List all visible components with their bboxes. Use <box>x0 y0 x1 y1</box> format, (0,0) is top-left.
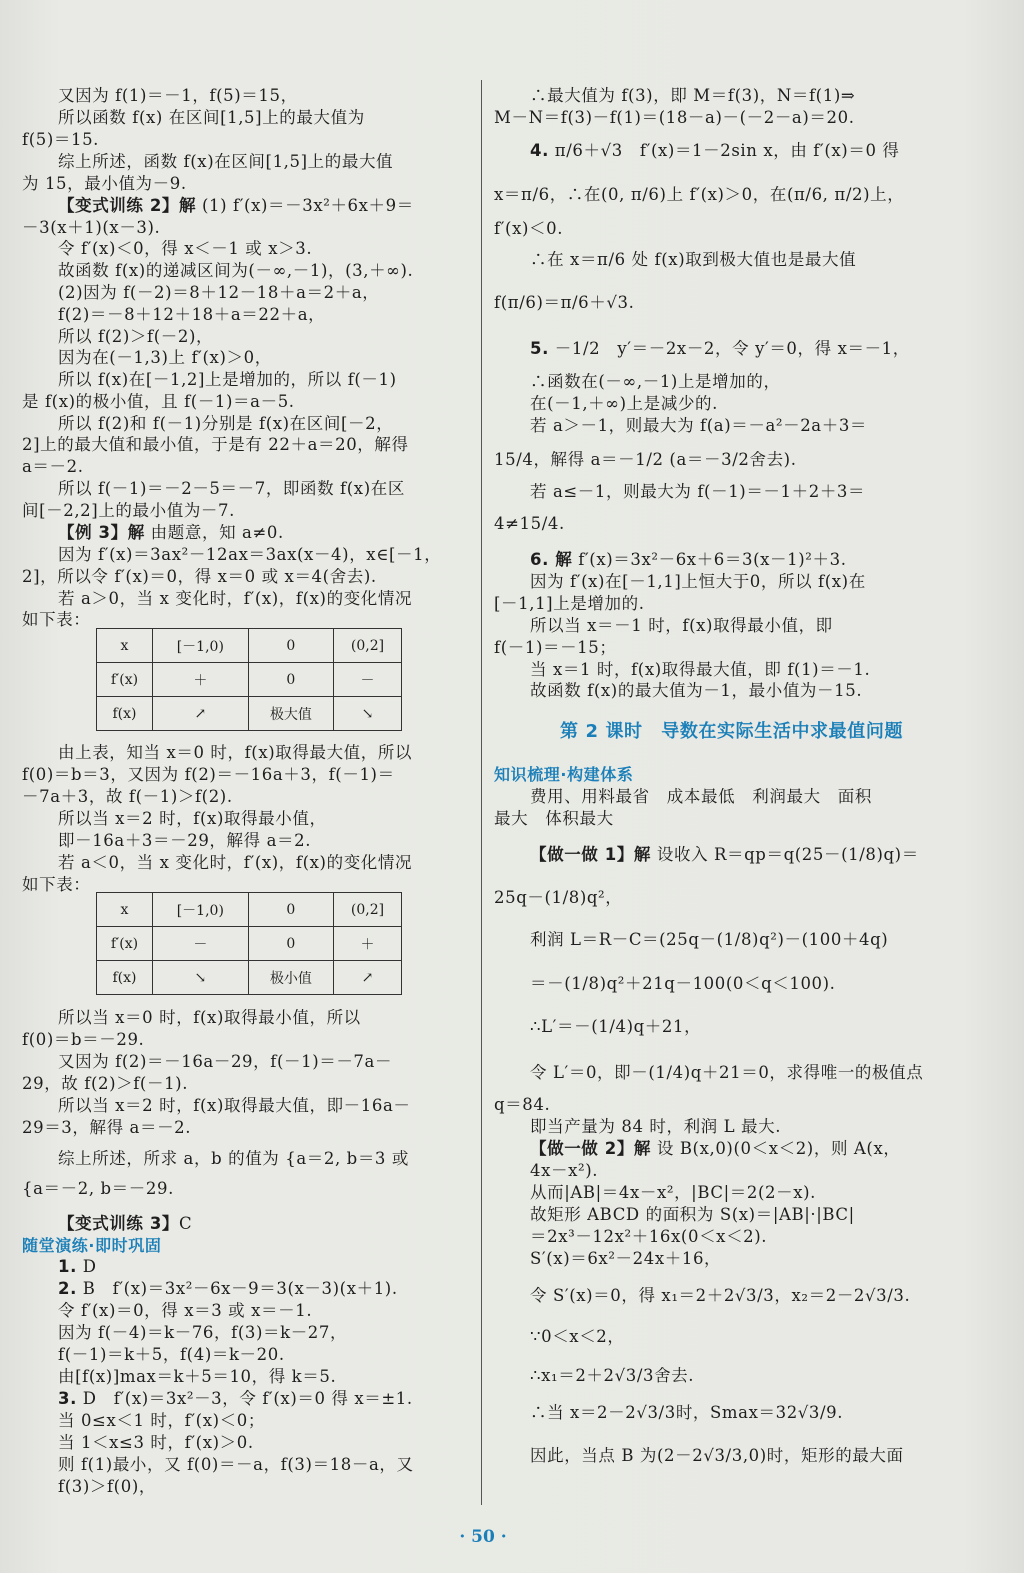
line-text: 若 a＞－1，则最大为 f(a)＝－a²－2a＋3＝ <box>530 416 868 435</box>
line-text: 所以 f(2)＞f(－2)， <box>58 327 214 346</box>
text-line <box>22 501 235 521</box>
line-text: f(5)＝15. <box>22 130 100 149</box>
text-line <box>530 394 718 414</box>
text-line <box>530 1063 923 1083</box>
text-line <box>22 392 295 412</box>
line-text: ∴函数在(－∞,－1)上是增加的， <box>530 372 781 391</box>
line-text: C <box>179 1214 193 1233</box>
line-text: ∴当 x＝2－2√3/3时，Smax＝32√3/9. <box>530 1403 844 1422</box>
line-text: 又因为 f(1)＝－1，f(5)＝15， <box>58 86 298 105</box>
line-text: 综上所述，所求 a，b 的值为 {a＝2, b＝3 或 <box>58 1149 409 1168</box>
text-line <box>494 594 645 614</box>
text-line <box>530 1366 694 1386</box>
table-cell: ＋ <box>152 663 248 697</box>
text-line <box>58 1477 156 1497</box>
text-line <box>58 1301 312 1321</box>
text-line <box>58 1257 97 1277</box>
line-text: 为 15，最小值为－9. <box>22 174 187 193</box>
line-text: 若 a≤－1，则最大为 f(－1)＝－1＋2＋3＝ <box>530 482 866 501</box>
text-line <box>530 787 872 807</box>
line-text: 故函数 f(x)的最大值为－1，最小值为－15. <box>530 681 863 700</box>
line-text: D f′(x)＝3x²－3，令 f′(x)＝0 得 x＝±1. <box>76 1389 413 1408</box>
line-text: 15/4，解得 a＝－1/2 (a＝－3/2舍去). <box>494 450 797 469</box>
line-text: f′(x)＝3x²－6x＋6＝3(x－1)²＋3. <box>572 550 847 569</box>
line-text: －1/2 y′＝－2x－2，令 y′＝0，得 x＝－1， <box>548 339 910 358</box>
text-line <box>58 743 412 763</box>
text-line <box>58 853 412 873</box>
text-line <box>22 765 395 785</box>
text-line <box>58 589 412 609</box>
table-cell: x <box>97 629 153 663</box>
table-row <box>97 893 402 927</box>
item-label: 【变式训练 2】解 <box>58 196 197 215</box>
line-text: 由[f(x)]max＝k＋5＝10，得 k＝5. <box>58 1367 337 1386</box>
text-line <box>58 261 413 281</box>
line-text: D <box>76 1257 97 1276</box>
table-row <box>97 663 402 697</box>
line-text: ∴L′＝－(1/4)q＋21， <box>530 1017 702 1036</box>
table-row <box>97 697 402 731</box>
text-line <box>22 1074 188 1094</box>
text-line <box>58 1214 192 1234</box>
line-text: f(0)＝b＝3，又因为 f(2)＝－16a＋3，f(－1)＝ <box>22 765 395 784</box>
text-line <box>58 1008 361 1028</box>
line-text: 随堂演练·即时巩固 <box>22 1236 162 1255</box>
text-line <box>58 1096 411 1116</box>
text-line <box>530 482 865 502</box>
text-line <box>494 1095 550 1115</box>
line-text: S′(x)＝6x²－24x＋16， <box>530 1249 722 1268</box>
text-line <box>58 545 441 565</box>
line-text: f(－1)＝－15； <box>494 638 617 657</box>
text-line <box>530 616 833 636</box>
item-label: 3. <box>58 1389 77 1408</box>
line-text: f(3)＞f(0)， <box>58 1477 156 1496</box>
item-label: 【变式训练 3】 <box>58 1214 180 1233</box>
line-text: 令 f′(x)＝0，得 x＝3 或 x＝－1. <box>58 1301 313 1320</box>
line-text: a＝－2. <box>22 457 84 476</box>
text-line <box>58 414 393 434</box>
text-line <box>530 930 888 950</box>
line-text: 利润 L＝R－C＝(25q－(1/8)q²)－(100＋4q) <box>530 930 889 949</box>
text-line <box>530 1161 598 1181</box>
text-line <box>58 1323 347 1343</box>
variation-table-a-negative <box>96 892 402 995</box>
text-line <box>22 875 90 895</box>
table-cell: ↗ <box>152 697 248 731</box>
text-line <box>22 787 233 807</box>
text-line <box>58 831 311 851</box>
line-text: 若 a＜0，当 x 变化时，f′(x)，f(x)的变化情况 <box>58 853 413 872</box>
table-cell: f′(x) <box>97 927 153 961</box>
line-text: 从而|AB|＝4x－x²，|BC|＝2(2－x). <box>530 1183 816 1202</box>
text-line <box>530 416 867 436</box>
table-cell: (0,2] <box>334 629 402 663</box>
text-line <box>58 1455 414 1475</box>
table-cell: (0,2] <box>334 893 402 927</box>
page-number: · 50 · <box>459 1527 507 1547</box>
text-line <box>22 567 377 587</box>
table-cell: ↘ <box>334 697 402 731</box>
line-text: π/6＋√3 f′(x)＝1－2sin x，由 f′(x)＝0 得 <box>548 141 900 160</box>
line-text: 29，故 f(2)＞f(－1). <box>22 1074 189 1093</box>
text-line <box>530 250 856 270</box>
text-line <box>58 1149 409 1169</box>
item-label: 2. <box>58 1279 77 1298</box>
line-text: f(0)＝b＝－29. <box>22 1030 145 1049</box>
line-text: 所以 f(－1)＝－2－5＝－7，即函数 f(x)在区 <box>58 479 405 498</box>
line-text: 所以当 x＝2 时，f(x)取得最大值，即－16a－ <box>58 1096 411 1115</box>
text-line <box>58 1389 413 1409</box>
line-text: 知识梳理·构建体系 <box>494 765 634 784</box>
text-line <box>22 1179 174 1199</box>
text-line <box>58 1433 254 1453</box>
table-cell: 极小值 <box>248 961 333 995</box>
line-text: 由题意，知 a≠0. <box>144 523 284 542</box>
text-line <box>494 888 622 908</box>
line-text: ∵0＜x＜2， <box>530 1327 625 1346</box>
text-line <box>530 572 866 592</box>
section-heading <box>560 722 903 742</box>
line-text: [－1,1]上是增加的. <box>494 594 645 613</box>
text-line <box>58 327 213 347</box>
table-cell: － <box>152 927 248 961</box>
item-label: 【做一做 2】解 <box>530 1139 652 1158</box>
line-text: M－N＝f(3)－f(1)＝(18－a)－(－2－a)＝20. <box>494 108 855 127</box>
line-text: ＝－(1/8)q²＋21q－100(0＜q＜100). <box>530 974 836 993</box>
text-line <box>58 239 312 259</box>
text-line <box>58 283 379 303</box>
table-cell: f′(x) <box>97 663 153 697</box>
line-text: 是 f(x)的极小值，且 f(－1)＝a－5. <box>22 392 295 411</box>
table-row <box>97 629 402 663</box>
text-line <box>530 1227 767 1247</box>
line-text: 又因为 f(2)＝－16a－29，f(－1)＝－7a－ <box>58 1052 393 1071</box>
text-line <box>530 141 899 161</box>
text-line <box>530 1403 843 1423</box>
text-line <box>58 523 284 543</box>
text-line <box>22 174 187 194</box>
line-text: 所以当 x＝－1 时，f(x)取得最小值，即 <box>530 616 833 635</box>
line-text: f(π/6)＝π/6＋√3. <box>494 293 635 312</box>
line-text: {a＝－2, b＝－29. <box>22 1179 174 1198</box>
line-text: 费用、用料最省 成本最低 利润最大 面积 <box>530 787 872 806</box>
table-cell: 0 <box>248 927 333 961</box>
line-text: 因为 f′(x)＝3ax²－12ax＝3ax(x－4)，x∈[－1， <box>58 545 442 564</box>
table-cell: ↗ <box>334 961 402 995</box>
line-text: ∴在 x＝π/6 处 f(x)取到极大值也是最大值 <box>530 250 857 269</box>
text-line <box>530 1249 721 1269</box>
line-text: (1) f′(x)＝－3x²＋6x＋9＝ <box>196 196 414 215</box>
text-line <box>22 1118 191 1138</box>
text-line <box>22 610 90 630</box>
table-cell: ↘ <box>152 961 248 995</box>
table-cell: f(x) <box>97 697 153 731</box>
text-line <box>58 1345 285 1365</box>
line-text: 间[－2,2]上的最小值为－7. <box>22 501 235 520</box>
text-line <box>530 339 910 359</box>
section-heading <box>494 765 633 785</box>
text-line <box>22 1030 144 1050</box>
line-text: 2]上的最大值和最小值，于是有 22＋a＝20，解得 <box>22 435 409 454</box>
line-text: f(－1)＝k＋5，f(4)＝k－20. <box>58 1345 285 1364</box>
column-divider <box>481 80 482 1505</box>
table-row <box>97 927 402 961</box>
item-label: 1. <box>58 1257 77 1276</box>
table-cell: 极大值 <box>248 697 333 731</box>
text-line <box>530 1117 781 1137</box>
text-line <box>530 1327 625 1347</box>
line-text: 故函数 f(x)的递减区间为(－∞,－1)，(3,＋∞). <box>58 261 414 280</box>
line-text: 2]，所以令 f′(x)＝0，得 x＝0 或 x＝4(舍去). <box>22 567 377 586</box>
line-text: 当 x＝1 时，f(x)取得最大值，即 f(1)＝－1. <box>530 660 871 679</box>
text-line <box>530 660 870 680</box>
text-line <box>530 1139 900 1159</box>
line-text: 即－16a＋3＝－29，解得 a＝2. <box>58 831 312 850</box>
line-text: 由上表，知当 x＝0 时，f(x)取得最大值，所以 <box>58 743 413 762</box>
text-line <box>22 130 99 150</box>
table-cell: － <box>334 663 402 697</box>
text-line <box>494 293 634 313</box>
line-text: 所以函数 f(x) 在区间[1,5]上的最大值为 <box>58 108 365 127</box>
line-text: 故矩形 ABCD 的面积为 S(x)＝|AB|·|BC| <box>530 1205 855 1224</box>
table-cell: [－1,0) <box>152 629 248 663</box>
line-text: ＝2x³－12x²＋16x(0＜x＜2). <box>530 1227 768 1246</box>
line-text: f(2)＝－8＋12＋18＋a＝22＋a， <box>58 305 326 324</box>
line-text: －3(x＋1)(x－3). <box>22 218 161 237</box>
line-text: 当 0≤x＜1 时，f′(x)＜0； <box>58 1411 265 1430</box>
text-line <box>530 681 862 701</box>
line-text: 4≠15/4. <box>494 514 565 533</box>
text-line <box>494 185 904 205</box>
text-line <box>494 450 797 470</box>
text-line <box>494 108 855 128</box>
text-line <box>494 219 563 239</box>
line-text: 综上所述，函数 f(x)在区间[1,5]上的最大值 <box>58 152 394 171</box>
line-text: 第 2 课时 导数在实际生活中求最值问题 <box>560 721 904 742</box>
text-line <box>530 1286 910 1306</box>
text-line <box>58 479 405 499</box>
text-line <box>530 550 847 570</box>
text-line <box>58 86 298 106</box>
item-label: 【例 3】解 <box>58 523 145 542</box>
text-line <box>58 305 325 325</box>
item-label: 5. <box>530 339 549 358</box>
line-text: 则 f(1)最小，又 f(0)＝－a，f(3)＝18－a，又 <box>58 1455 414 1474</box>
line-text: 如下表： <box>22 875 91 894</box>
line-text: 令 f′(x)＜0，得 x＜－1 或 x＞3. <box>58 239 313 258</box>
line-text: 因此，当点 B 为(2－2√3/3,0)时，矩形的最大面 <box>530 1446 904 1465</box>
line-text: 若 a＞0，当 x 变化时，f′(x)，f(x)的变化情况 <box>58 589 413 608</box>
text-line <box>530 974 836 994</box>
line-text: 设收入 R＝qp＝q(25－(1/8)q)＝ <box>651 845 919 864</box>
text-line <box>530 86 855 106</box>
line-text: －7a＋3，故 f(－1)＞f(2). <box>22 787 233 806</box>
line-text: 如下表： <box>22 610 91 629</box>
text-line <box>58 1411 265 1431</box>
line-text: 令 L′＝0，即－(1/4)q＋21＝0，求得唯一的极值点 <box>530 1063 924 1082</box>
text-line <box>494 638 616 658</box>
line-text: q＝84. <box>494 1095 551 1114</box>
item-label: 6. 解 <box>530 550 573 569</box>
variation-table-a-positive <box>96 628 402 731</box>
table-cell: 0 <box>248 629 333 663</box>
table-cell: [－1,0) <box>152 893 248 927</box>
text-line <box>22 435 409 455</box>
line-text: x＝π/6，∴在(0, π/6)上 f′(x)＞0，在(π/6, π/2)上， <box>494 185 905 204</box>
text-line <box>22 457 84 477</box>
line-text: f′(x)＜0. <box>494 219 564 238</box>
text-line <box>494 809 614 829</box>
text-line <box>530 1446 904 1466</box>
text-line <box>22 218 160 238</box>
line-text: 29＝3，解得 a＝－2. <box>22 1118 192 1137</box>
line-text: ∴最大值为 f(3)，即 M＝f(3)，N＝f(1)⇒ <box>530 86 856 105</box>
text-line <box>58 809 327 829</box>
text-line <box>58 1052 392 1072</box>
section-heading <box>22 1236 161 1256</box>
line-text: 因为在(－1,3)上 f′(x)＞0， <box>58 348 272 367</box>
text-line <box>530 372 781 392</box>
table-cell: ＋ <box>334 927 402 961</box>
text-line <box>58 152 393 172</box>
table-row <box>97 961 402 995</box>
item-label: 【做一做 1】解 <box>530 845 652 864</box>
line-text: 即当产量为 84 时，利润 L 最大. <box>530 1117 782 1136</box>
line-text: 在(－1,＋∞)上是减少的. <box>530 394 719 413</box>
text-line <box>58 370 397 390</box>
line-text: 25q－(1/8)q²， <box>494 888 623 907</box>
line-text: (2)因为 f(－2)＝8＋12－18＋a＝2＋a， <box>58 283 380 302</box>
text-line <box>530 845 919 865</box>
line-text: 因为 f′(x)在[－1,1]上恒大于0，所以 f(x)在 <box>530 572 866 591</box>
line-text: 最大 体积最大 <box>494 809 614 828</box>
text-line <box>58 1279 398 1299</box>
line-text: 设 B(x,0)(0＜x＜2)，则 A(x， <box>651 1139 901 1158</box>
text-line <box>530 1183 816 1203</box>
line-text: 所以 f(2)和 f(－1)分别是 f(x)在区间[－2， <box>58 414 394 433</box>
table-cell: f(x) <box>97 961 153 995</box>
line-text: 所以当 x＝0 时，f(x)取得最小值，所以 <box>58 1008 361 1027</box>
text-line <box>58 196 414 216</box>
line-text: 所以当 x＝2 时，f(x)取得最小值， <box>58 809 327 828</box>
line-text: ∴x₁＝2＋2√3/3舍去. <box>530 1366 695 1385</box>
text-line <box>494 514 565 534</box>
table-cell: x <box>97 893 153 927</box>
table-cell: 0 <box>248 663 333 697</box>
text-line <box>58 1367 336 1387</box>
text-line <box>58 108 365 128</box>
line-text: 令 S′(x)＝0，得 x₁＝2＋2√3/3，x₂＝2－2√3/3. <box>530 1286 911 1305</box>
line-text: 当 1＜x≤3 时，f′(x)＞0. <box>58 1433 254 1452</box>
table-cell: 0 <box>248 893 333 927</box>
line-text: 所以 f(x)在[－1,2]上是增加的，所以 f(－1) <box>58 370 397 389</box>
text-line <box>530 1205 855 1225</box>
text-line <box>58 348 272 368</box>
line-text: 因为 f(－4)＝k－76，f(3)＝k－27， <box>58 1323 348 1342</box>
item-label: 4. <box>530 141 549 160</box>
line-text: B f′(x)＝3x²－6x－9＝3(x－3)(x＋1). <box>76 1279 398 1298</box>
line-text: 4x－x²). <box>530 1161 599 1180</box>
text-line <box>530 1017 701 1037</box>
